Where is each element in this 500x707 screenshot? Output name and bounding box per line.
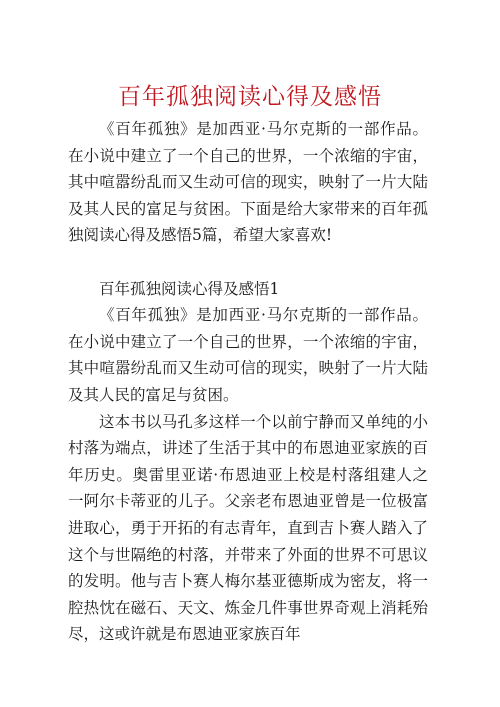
document-title: 百年孤独阅读心得及感悟 [118,84,382,110]
body-paragraph: 这本书以马孔多这样一个以前宁静而又单纯的小村落为端点，讲述了生活于其中的布恩迪亚家族的百年历史。奥雷里亚诺·布恩迪亚上校是村落组建人之一阿尔卡蒂亚的儿子。父亲老布恩迪亚曾是一位极富进取心，勇于开拓的有志青年，直到吉卜赛人踏入了这个与世隔绝的村落，并带来了外面的世界不可思议的发明。他与吉卜赛人梅尔基亚德斯成为密友，将一腔热忱在磁石、天文、炼金几件事世界奇观上消耗殆尽，这或许就是布恩迪亚家族百年 [68,412,428,644]
intro-paragraph: 《百年孤独》是加西亚·马尔克斯的一部作品。在小说中建立了一个自己的世界，一个浓缩的宇宙，其中喧嚣纷乱而又生动可信的现实，映射了一片大陆及其人民的富足与贫困。下面是给大家带来的百年孤独阅读心得及感悟5篇，希望大家喜欢! [68,120,428,245]
body-paragraph: 《百年孤独》是加西亚·马尔克斯的一部作品。在小说中建立了一个自己的世界，一个浓缩的宇宙，其中喧嚣纷乱而又生动可信的现实，映射了一片大陆及其人民的富足与贫困。 [68,306,428,404]
paragraph-spacer [68,249,428,276]
section-heading: 百年孤独阅读心得及感悟1 [99,279,280,298]
document-body [68,116,428,648]
